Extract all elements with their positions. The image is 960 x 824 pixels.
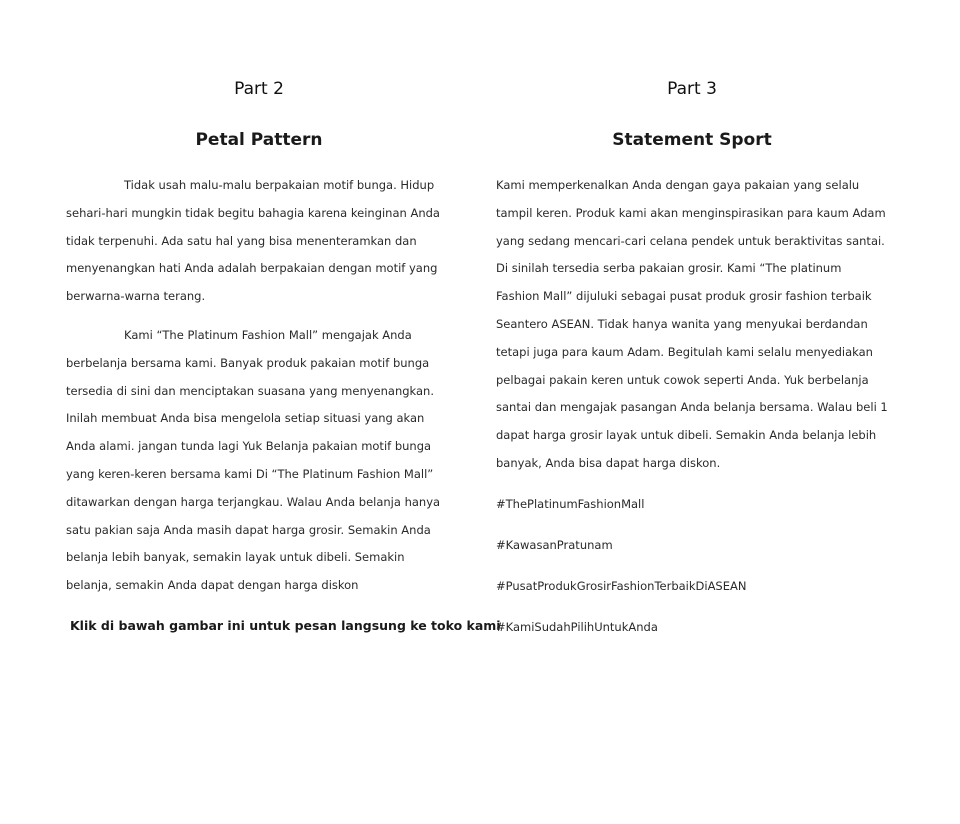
body-paragraph: Kami “The Platinum Fashion Mall” mengajak Anda berbelanja bersama kami. Banyak produk pakaian motif bunga tersedia di sini dan menciptakan suasana yang menyenangkan. Inilah membuat Anda bisa mengelola setiap situasi yang akan Anda alami. jangan tunda lagi Yuk Belanja pakaian motif bunga yang keren-keren bersama kami Di “The Platinum Fashion Mall” ditawarkan dengan harga terjangkau. Walau Anda belanja hanya satu pakian saja Anda masih dapat harga grosir. Semakin Anda belanja lebih banyak, semakin layak untuk dibeli. Semakin belanja, semakin Anda dapat dengan harga diskon xyxy=(66,327,441,593)
body-paragraph: Tidak usah malu-malu berpakaian motif bunga. Hidup sehari-hari mungkin tidak begitu bahagia karena keinginan Anda tidak terpenuhi. Ada satu hal yang bisa menenteramkan dan menyenangkan hati Anda adalah berpakaian dengan motif yang berwarna-warna terang. xyxy=(66,178,440,304)
hashtag: #KawasanPratunam xyxy=(496,537,613,552)
right-column xyxy=(496,76,888,640)
hashtag: #PusatProdukGrosirFashionTerbaikDiASEAN xyxy=(496,578,747,593)
section-heading: Petal Pattern xyxy=(195,130,323,150)
order-call-to-action: Klik di bawah gambar ini untuk pesan langsung ke toko kami xyxy=(70,617,501,633)
hashtag: #KamiSudahPilihUntukAnda xyxy=(496,619,658,634)
section-heading: Statement Sport xyxy=(612,130,772,150)
part-label: Part 2 xyxy=(234,79,284,99)
hashtag: #ThePlatinumFashionMall xyxy=(496,496,645,511)
part-label: Part 3 xyxy=(667,79,717,99)
left-column xyxy=(66,76,501,639)
body-paragraph: Kami memperkenalkan Anda dengan gaya pakaian yang selalu tampil keren. Produk kami akan menginspirasikan para kaum Adam yang sedang mencari-cari celana pendek untuk beraktivitas santai. Di sinilah tersedia serba pakaian grosir. Kami “The platinum Fashion Mall” dijuluki sebagai pusat produk grosir fashion terbaik Seantero ASEAN. Tidak hanya wanita yang menyukai berdandan tetapi juga para kaum Adam. Begitulah kami selalu menyediakan pelbagai pakain keren untuk cowok seperti Anda. Yuk berbelanja santai dan mengajak pasangan Anda belanja bersama. Walau beli 1 dapat harga grosir layak untuk dibeli. Semakin Anda belanja lebih banyak, Anda bisa dapat harga diskon. xyxy=(496,178,888,470)
